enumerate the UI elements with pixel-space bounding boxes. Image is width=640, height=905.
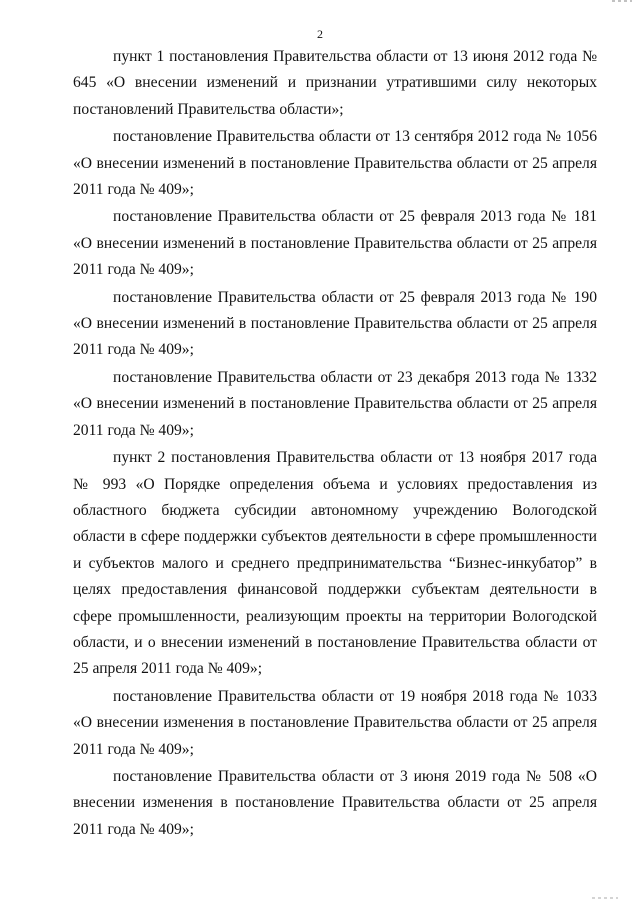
paragraph-2: постановление Правительства области от 13 сентября 2012 года № 1056 «О внесении изменений в постановление Правительства области от 25 апреля 2011 года № 409»; — [73, 128, 597, 199]
paragraph-6: пункт 2 постановления Правительства области от 13 ноября 2017 года № 993 «О Порядке определения объема и условиях предоставления из областного бюджета субсидии автономному учреждению Вологодской области в сфере поддержки субъектов деятельности в сфере промышленности и субъектов малого и среднего предпринимательства “Бизнес-инкубатор” в целях предоставления финансовой поддержки субъектам деятельности в сфере промышленности, реализующим проекты на территории Вологодской области, и о внесении изменений в постановление Правительства области от 25 апреля 2011 года № 409»; — [73, 449, 597, 678]
paragraph-3: постановление Правительства области от 25 февраля 2013 года № 181 «О внесении изменений в постановление Правительства области от 25 апреля 2011 года № 409»; — [73, 208, 597, 279]
paragraph-7: постановление Правительства области от 19 ноября 2018 года № 1033 «О внесении изменения в постановление Правительства области от 25 апреля 2011 года № 409»; — [73, 687, 597, 758]
paragraph-8: постановление Правительства области от 3 июня 2019 года № 508 «О внесении изменения в постановление Правительства области от 25 апреля 2011 года № 409»; — [73, 767, 597, 838]
scan-artifact-bottom — [592, 897, 618, 899]
page-number: 2 — [317, 27, 323, 41]
document-body — [73, 44, 597, 844]
paragraph-4: постановление Правительства области от 25 февраля 2013 года № 190 «О внесении изменений в постановление Правительства области от 25 апреля 2011 года № 409»; — [73, 288, 597, 359]
scan-artifact-top — [612, 0, 632, 2]
paragraph-5: постановление Правительства области от 23 декабря 2013 года № 1332 «О внесении изменений в постановление Правительства области от 25 апреля 2011 года № 409»; — [73, 368, 597, 439]
paragraph-1: пункт 1 постановления Правительства области от 13 июня 2012 года № 645 «О внесении изменений и признании утратившими силу некоторых постановлений Правительства области»; — [73, 48, 597, 118]
